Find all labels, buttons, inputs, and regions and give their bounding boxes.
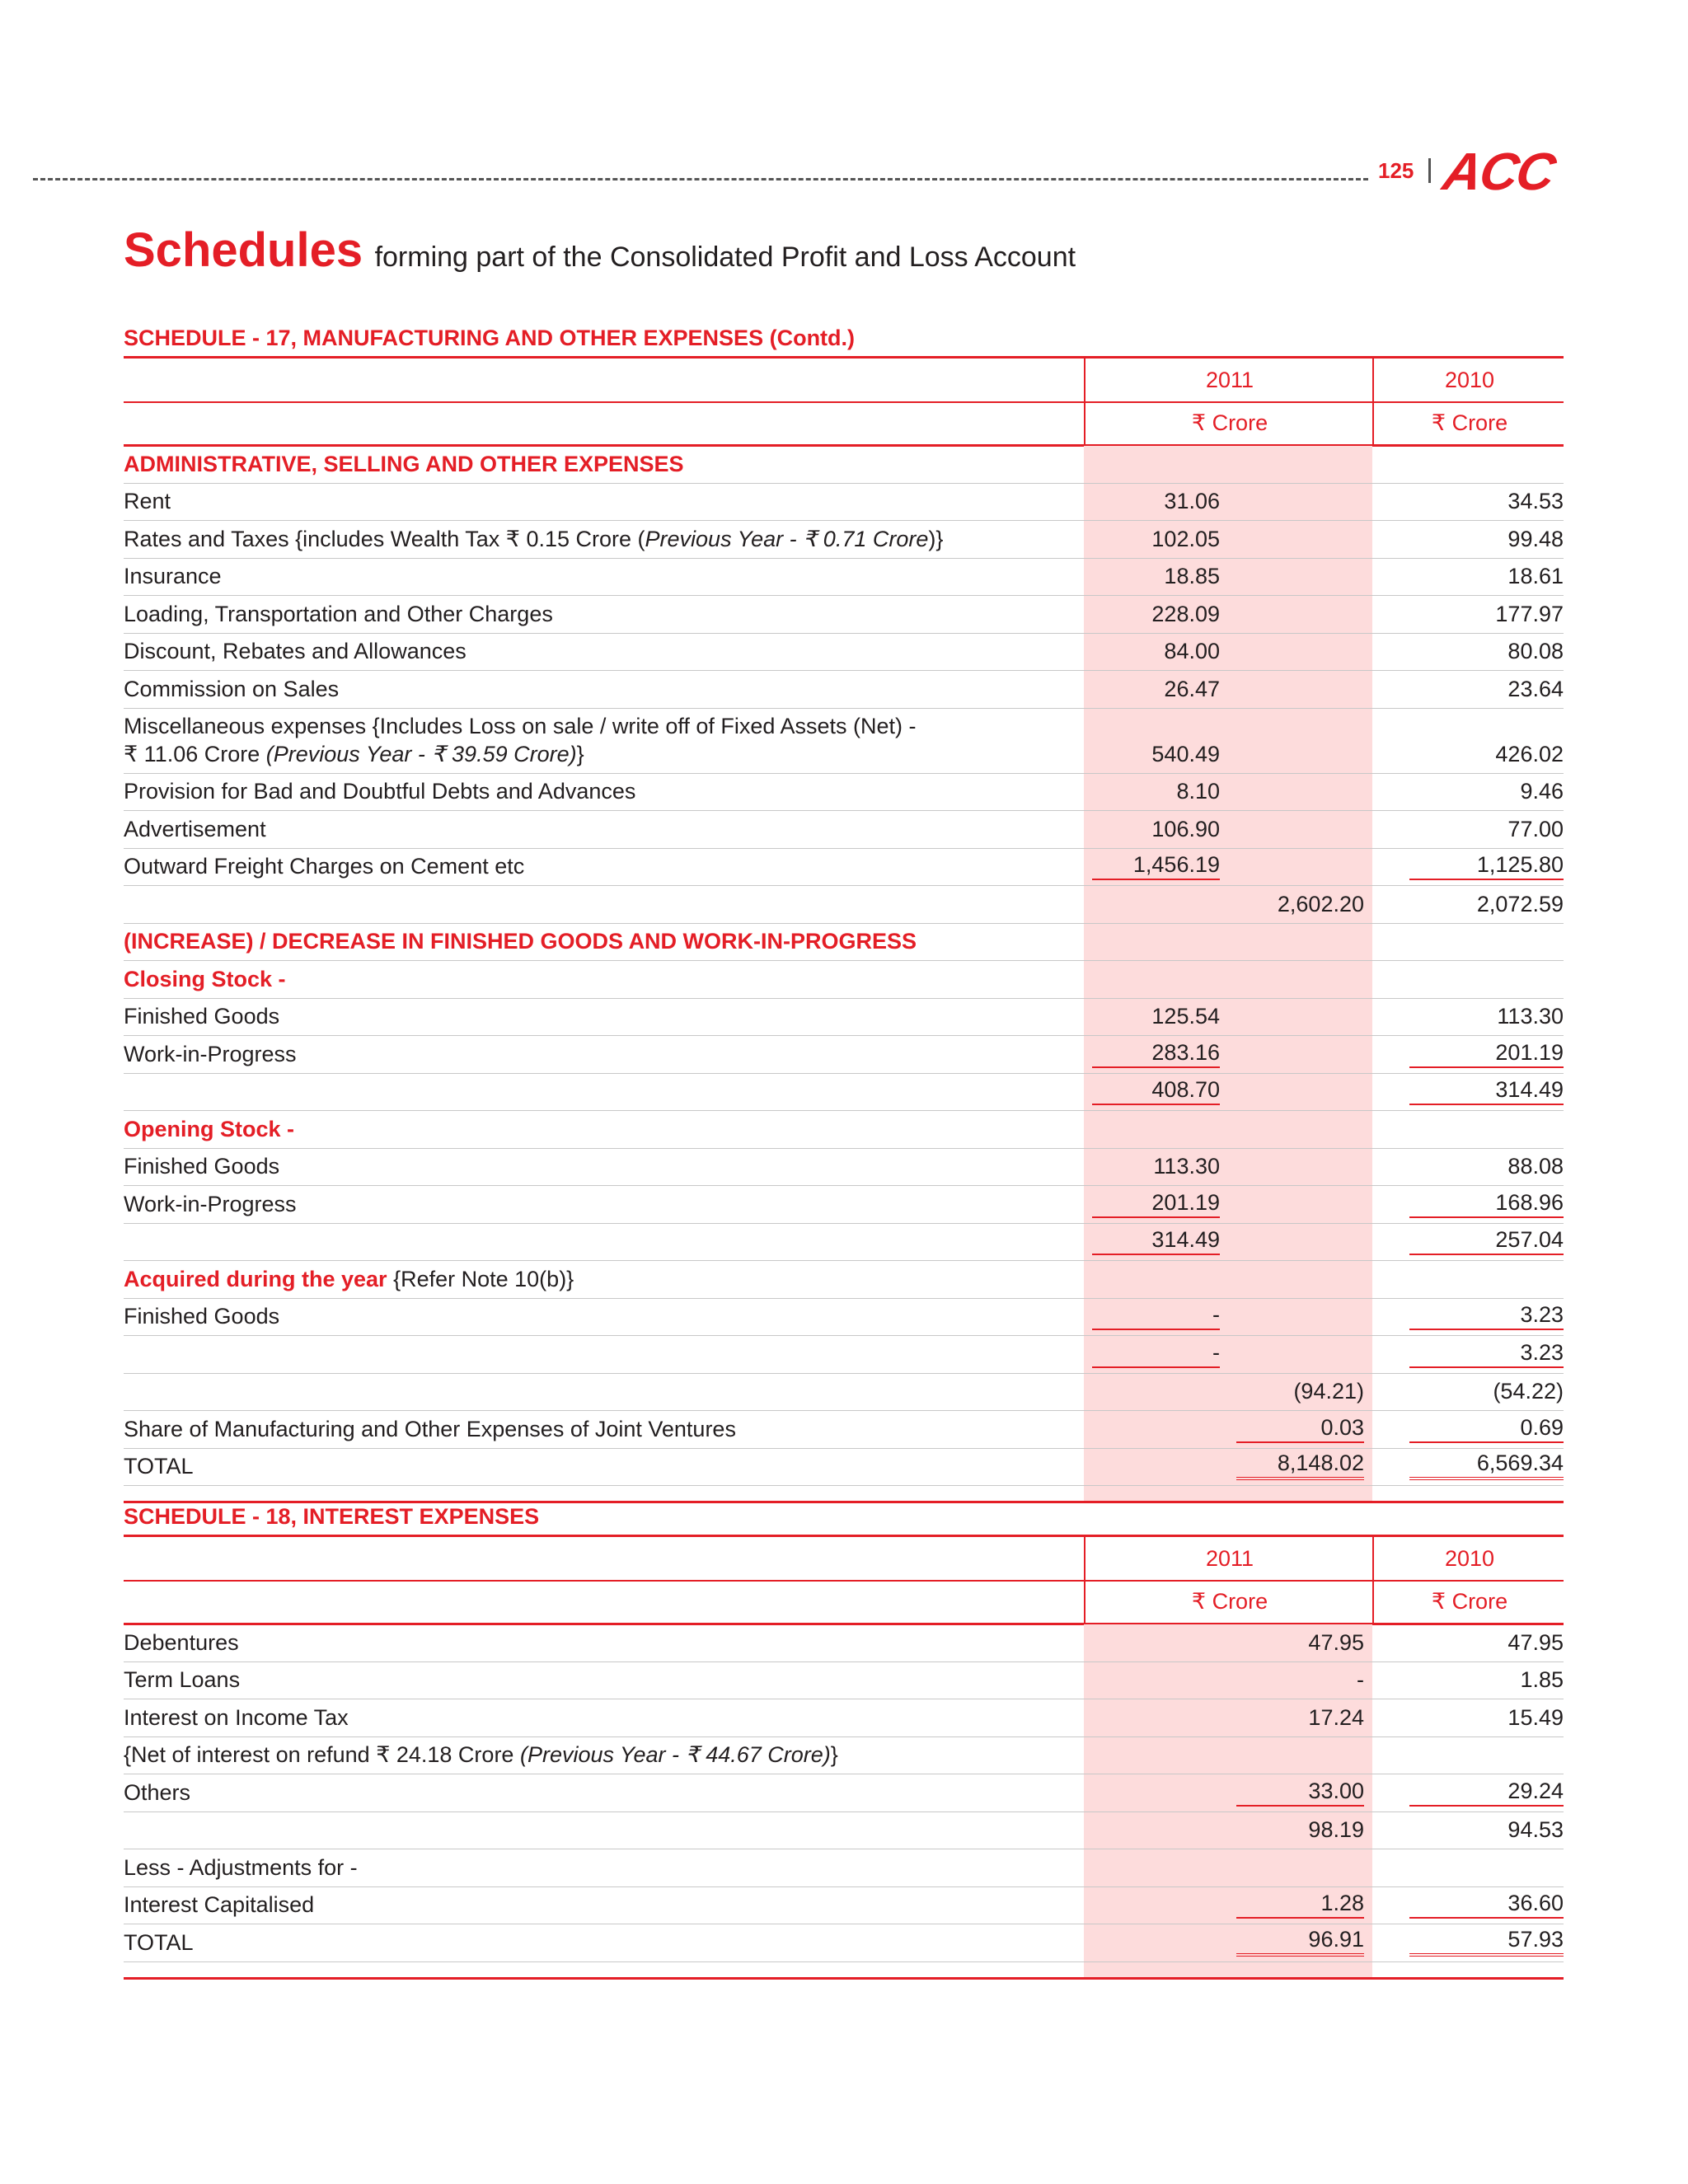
schedule-18-body xyxy=(124,1624,1564,1977)
header-dashed-rule xyxy=(33,178,1368,180)
schedule-18-end-rule xyxy=(124,1977,1564,1980)
page-title-main: Schedules xyxy=(124,223,363,277)
table-row: Interest on Income Tax 17.24 15.49 xyxy=(124,1699,1564,1737)
subheading-opening-stock: Opening Stock - xyxy=(124,1111,1564,1149)
table-row: Less - Adjustments for - xyxy=(124,1849,1564,1887)
table-row: Advertisement 106.90 77.00 xyxy=(124,811,1564,849)
subtotal-row: - 3.23 xyxy=(124,1336,1564,1374)
table-row: Loading, Transportation and Other Charges 228.09 177.97 xyxy=(124,596,1564,634)
table-row: Work-in-Progress 283.16 201.19 xyxy=(124,1036,1564,1074)
schedule-17 xyxy=(124,320,1564,1503)
table-row: Discount, Rebates and Allowances 84.00 80.08 xyxy=(124,634,1564,672)
section-heading-stock: (INCREASE) / DECREASE IN FINISHED GOODS AND WORK-IN-PROGRESS xyxy=(124,924,1564,962)
unit-2011-header: ₹ Crore xyxy=(1084,401,1374,444)
schedule-17-heading: SCHEDULE - 17, MANUFACTURING AND OTHER EXPENSES (Contd.) xyxy=(124,326,856,350)
table-row: Share of Manufacturing and Other Expenses of Joint Ventures 0.03 0.69 xyxy=(124,1411,1564,1449)
page-title-subtitle: forming part of the Consolidated Profit and Loss Account xyxy=(374,241,1076,273)
subtotal-row: 98.19 94.53 xyxy=(124,1812,1564,1850)
schedule-17-body xyxy=(124,446,1564,1501)
table-row: Finished Goods 113.30 88.08 xyxy=(124,1149,1564,1187)
table-row: Commission on Sales 26.47 23.64 xyxy=(124,671,1564,709)
subtotal-row: 408.70 314.49 xyxy=(124,1074,1564,1112)
schedule-18-heading: SCHEDULE - 18, INTEREST EXPENSES xyxy=(124,1504,540,1529)
subheading-acquired: Acquired during the year {Refer Note 10(b)} xyxy=(124,1261,1564,1299)
table-row: Rent 31.06 34.53 xyxy=(124,484,1564,522)
unit-2011-header: ₹ Crore xyxy=(1084,1580,1374,1623)
table-row: Finished Goods 125.54 113.30 xyxy=(124,999,1564,1037)
unit-2010-header: ₹ Crore xyxy=(1372,401,1565,444)
schedule-18 xyxy=(124,1498,1564,1980)
unit-2010-header: ₹ Crore xyxy=(1372,1580,1565,1623)
subtotal-row: 314.49 257.04 xyxy=(124,1224,1564,1262)
page-title xyxy=(124,223,1076,278)
acc-logo: ACC xyxy=(1438,142,1559,201)
table-row: Rates and Taxes {includes Wealth Tax ₹ 0.15 Crore (Previous Year - ₹ 0.71 Crore)} 102.05 99.48 xyxy=(124,521,1564,559)
year-2011-header: 2011 xyxy=(1084,1537,1374,1580)
subheading-closing-stock: Closing Stock - xyxy=(124,961,1564,999)
subtotal-row: 2,602.20 2,072.59 xyxy=(124,886,1564,924)
table-row: Others 33.00 29.24 xyxy=(124,1774,1564,1812)
schedule-17-column-header xyxy=(124,356,1564,446)
table-row: Provision for Bad and Doubtful Debts and Advances 8.10 9.46 xyxy=(124,774,1564,812)
total-row: TOTAL 8,148.02 6,569.34 xyxy=(124,1449,1564,1487)
table-row: Work-in-Progress 201.19 168.96 xyxy=(124,1186,1564,1224)
year-2010-header: 2010 xyxy=(1372,359,1565,401)
table-row: Debentures 47.95 47.95 xyxy=(124,1624,1564,1662)
year-2010-header: 2010 xyxy=(1372,1537,1565,1580)
table-row: Interest Capitalised 1.28 36.60 xyxy=(124,1887,1564,1925)
page-number: 125 xyxy=(1378,158,1414,183)
table-row: Finished Goods - 3.23 xyxy=(124,1299,1564,1337)
schedule-18-column-header xyxy=(124,1535,1564,1624)
year-2011-header: 2011 xyxy=(1084,359,1374,401)
section-heading-admin: ADMINISTRATIVE, SELLING AND OTHER EXPENSES xyxy=(124,446,1564,484)
table-row: Miscellaneous expenses {Includes Loss on sale / write off of Fixed Assets (Net) - ₹ 11.06 Crore (Previous Year - ₹ 39.59 Crore)} 540.49 426.02 xyxy=(124,709,1564,774)
page-number-separator xyxy=(1428,158,1431,183)
table-row-note: {Net of interest on refund ₹ 24.18 Crore (Previous Year - ₹ 44.67 Crore)} xyxy=(124,1737,1564,1775)
table-row: Outward Freight Charges on Cement etc 1,456.19 1,125.80 xyxy=(124,849,1564,887)
total-row: TOTAL 96.91 57.93 xyxy=(124,1924,1564,1962)
table-row: Insurance 18.85 18.61 xyxy=(124,559,1564,597)
spacer xyxy=(124,1962,1564,1977)
table-row: Term Loans - 1.85 xyxy=(124,1662,1564,1700)
subtotal-row: (94.21) (54.22) xyxy=(124,1374,1564,1412)
